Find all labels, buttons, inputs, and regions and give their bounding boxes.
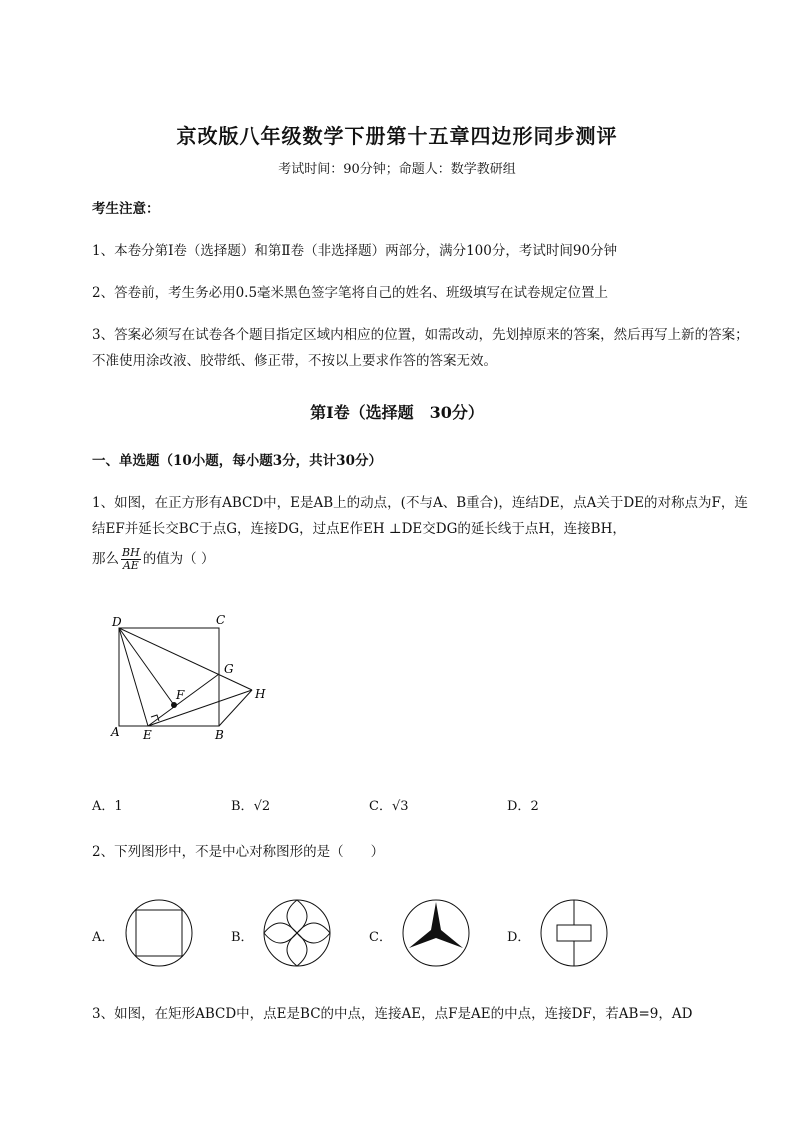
label-b: B xyxy=(215,728,224,742)
page-title: 京改版八年级数学下册第十五章四边形同步测评 xyxy=(176,124,618,148)
q1-option-b[interactable] xyxy=(231,795,270,814)
right-angle-mark xyxy=(151,715,159,721)
segment-df xyxy=(119,628,174,705)
label-c: C xyxy=(216,613,226,627)
option-value: 1 xyxy=(114,799,123,814)
part-heading: 一、单选题（10小题，每小题3分，共计30分） xyxy=(92,453,382,469)
question-1-stem-tail xyxy=(92,546,752,572)
segment-de xyxy=(119,628,148,726)
fraction-denominator: AE xyxy=(122,559,139,572)
q2-option-d-label[interactable]: D． xyxy=(507,930,531,945)
segment-dh xyxy=(119,628,252,690)
q2-option-b-label[interactable]: B． xyxy=(231,930,254,945)
question-3-stem: 3、如图，在矩形ABCD中，点E是BC的中点，连接AE，点F是AE的中点，连接DF，若AB=9，AD xyxy=(92,1006,693,1022)
question-1-stem: 1、如图，在正方形有ABCD中，E是AB上的动点，(不与A、B重合)，连结DE，点A关于DE的对称点为F，连结EF并延长交BC于点G，连接DG，过点E作EH ⊥DE交DG的延长线于点H，连接BH， xyxy=(92,495,748,537)
label-d: D xyxy=(112,615,122,629)
label-h: H xyxy=(255,687,266,701)
circle-with-three-point-star-icon[interactable] xyxy=(401,898,471,968)
exam-info: 考试时间：90分钟；命题人：数学教研组 xyxy=(278,162,516,177)
label-a: A xyxy=(111,725,120,739)
option-letter: A． xyxy=(92,799,115,814)
stem-tail-post: 的值为（ ） xyxy=(142,551,215,567)
circle-with-four-petals-icon[interactable] xyxy=(262,898,332,968)
stem-tail-pre: 那么 xyxy=(92,551,119,567)
option-letter: C． xyxy=(369,799,392,814)
section-title: 第Ⅰ卷（选择题 30分） xyxy=(310,403,484,422)
notice-item-3: 3、答案必须写在试卷各个题目指定区域内相应的位置，如需改动，先划掉原来的答案，然后再写上新的答案；不准使用涂改液、胶带纸、修正带，不按以上要求作答的答案无效。 xyxy=(92,327,749,369)
label-f: F xyxy=(176,688,185,702)
q1-option-a[interactable] xyxy=(92,795,123,814)
label-g: G xyxy=(224,662,234,676)
q2-option-a-label[interactable]: A． xyxy=(92,930,115,945)
option-letter: B． xyxy=(231,799,254,814)
label-e: E xyxy=(143,728,152,742)
notice-item-2: 2、答卷前，考生务必用0.5毫米黑色签字笔将自己的姓名、班级填写在试卷规定位置上 xyxy=(92,285,609,301)
notice-item-1: 1、本卷分第Ⅰ卷（选择题）和第Ⅱ卷（非选择题）两部分，满分100分，考试时间90分钟 xyxy=(92,243,618,259)
fraction-numerator: BH xyxy=(122,546,140,559)
segment-eh xyxy=(148,690,252,726)
circle-with-inscribed-square-icon[interactable] xyxy=(124,898,194,968)
option-value: 2 xyxy=(530,799,539,814)
notice-heading: 考生注意： xyxy=(92,201,160,217)
option-value: √3 xyxy=(391,799,409,814)
option-letter: D． xyxy=(507,799,531,814)
q1-option-d[interactable] xyxy=(507,795,539,814)
question-2-stem: 2、下列图形中，不是中心对称图形的是（ ） xyxy=(92,844,385,860)
q1-option-c[interactable] xyxy=(369,795,409,814)
ratio-fraction xyxy=(121,547,141,572)
point-f xyxy=(171,702,177,708)
square-geometry-figure xyxy=(100,605,280,745)
option-value: √2 xyxy=(253,799,271,814)
q2-option-c-label[interactable]: C． xyxy=(369,930,392,945)
circle-with-rectangle-icon[interactable] xyxy=(539,898,609,968)
